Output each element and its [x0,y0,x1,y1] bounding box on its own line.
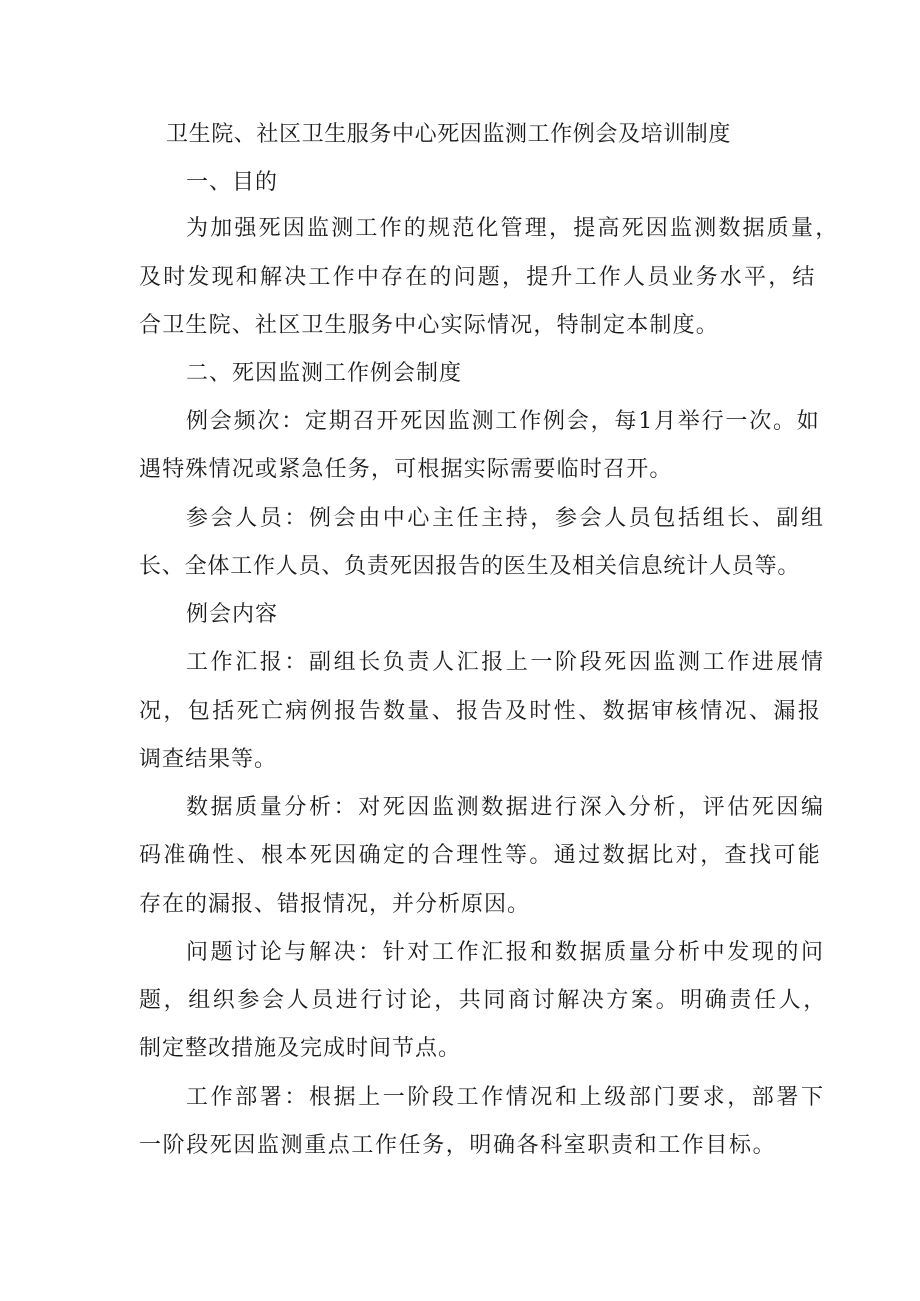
paragraph-line: 问题讨论与解决：针对工作汇报和数据质量分析中发现的问 [186,940,826,965]
document-title: 卫生院、社区卫生服务中心死因监测工作例会及培训制度 [166,122,732,147]
paragraph-line: 制定整改措施及完成时间节点。 [139,1036,462,1061]
paragraph-line: 存在的漏报、错报情况，并分析原因。 [139,892,531,917]
paragraph-line: 合卫生院、社区卫生服务中心实际情况，特制定本制度。 [139,313,720,338]
paragraph-line: 及时发现和解决工作中存在的问题，提升工作人员业务水平，结 [139,265,817,290]
paragraph-line: 例会频次：定期召开死因监测工作例会，每1月举行一次。如 [186,409,821,434]
section-heading-meeting-system: 二、死因监测工作例会制度 [186,361,463,386]
paragraph-line: 遇特殊情况或紧急任务，可根据实际需要临时召开。 [139,457,673,482]
section-heading-meeting-content: 例会内容 [186,602,279,627]
paragraph-line: 数据质量分析：对死因监测数据进行深入分析，评估死因编 [186,795,826,820]
paragraph-line: 一阶段死因监测重点工作任务，明确各科室职责和工作目标。 [139,1133,777,1158]
paragraph-line: 调查结果等。 [139,747,278,772]
paragraph-line: 参会人员：例会由中心主任主持，参会人员包括组长、副组 [186,506,826,531]
section-heading-purpose: 一、目的 [186,170,279,195]
paragraph-line: 况，包括死亡病例报告数量、报告及时性、数据审核情况、漏报 [139,699,823,724]
paragraph-line: 长、全体工作人员、负责死因报告的医生及相关信息统计人员等。 [139,554,801,579]
paragraph-line: 题，组织参会人员进行讨论，共同商讨解决方案。明确责任人， [139,988,828,1013]
paragraph-line: 工作部署：根据上一阶段工作情况和上级部门要求，部署下 [186,1085,826,1110]
paragraph-line: 为加强死因监测工作的规范化管理，提高死因监测数据质量， [186,216,840,241]
paragraph-line: 码准确性、根本死因确定的合理性等。通过数据比对，查找可能 [139,843,823,868]
paragraph-line: 工作汇报：副组长负责人汇报上一阶段死因监测工作进展情 [186,650,826,675]
